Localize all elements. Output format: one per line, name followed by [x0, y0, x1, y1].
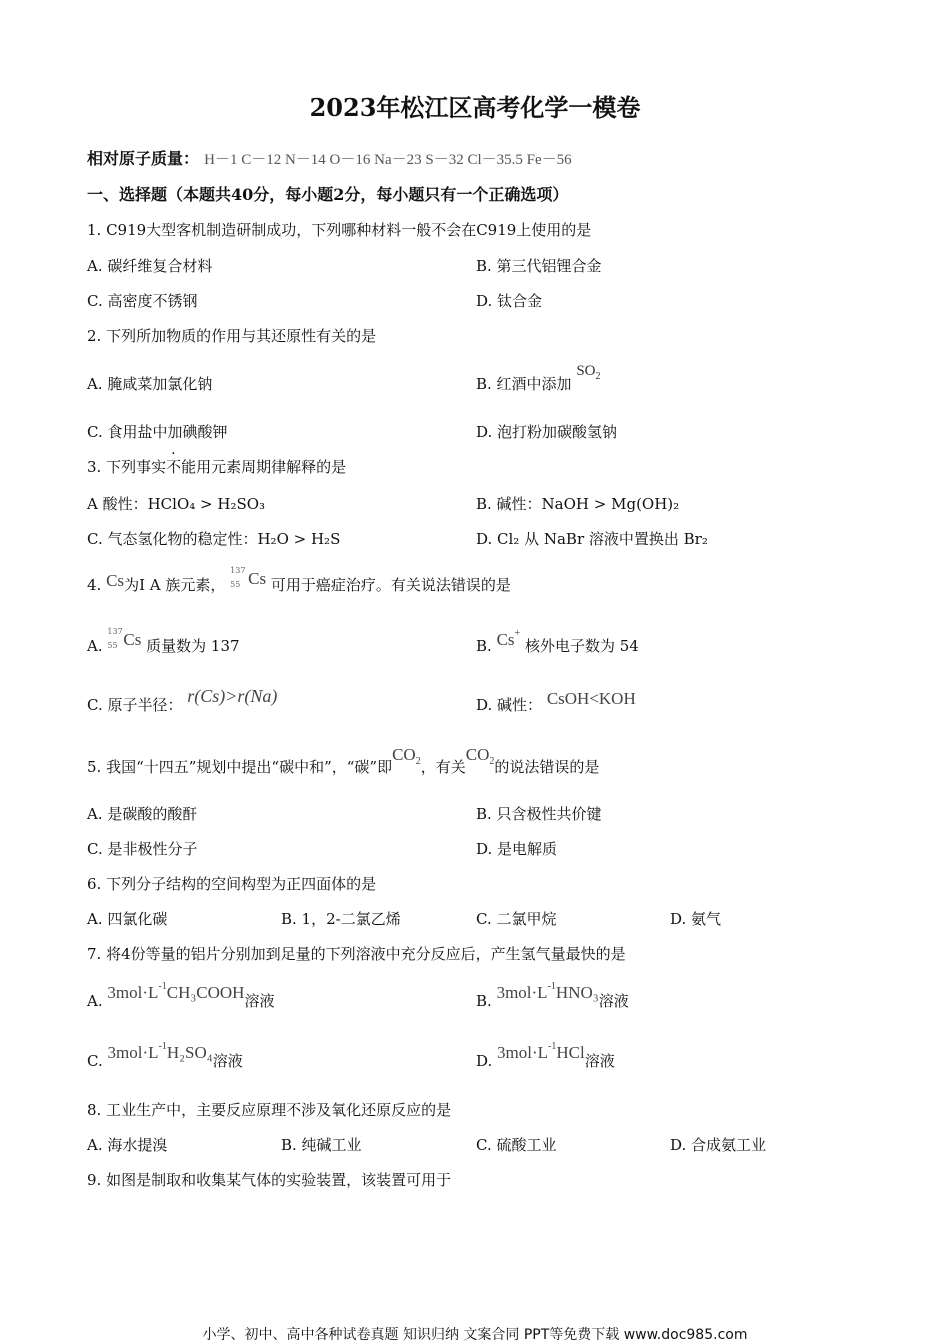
q5-option-b: B. 只含极性共价键: [476, 805, 602, 823]
section-heading: 一、选择题（本题共40分，每小题2分，每小题只有一个正确选项）: [87, 185, 569, 204]
q7-b-suffix: 溶液: [598, 992, 629, 1010]
q4-a-text: 质量数为 137: [146, 637, 240, 655]
so-subscript: 2: [595, 371, 601, 382]
q7-option-c: [87, 1041, 243, 1071]
atomic-number: 55: [107, 641, 118, 650]
atomic-number: 55: [230, 580, 241, 589]
q7-c-suffix: 溶液: [212, 1052, 243, 1070]
q5-stem-mid: ，有关: [420, 758, 466, 776]
q3-stem-post: 用元素周期律解释的是: [196, 458, 347, 476]
q7-d-formula: [497, 1043, 585, 1062]
exponent: -1: [548, 1041, 557, 1052]
q4-b-label: B.: [476, 637, 492, 655]
solute: HNO₃: [555, 983, 599, 1002]
q7-b-formula: [497, 983, 599, 1002]
question-2-stem: 2. 下列所加物质的作用与其还原性有关的是: [87, 327, 377, 345]
q6-option-d: D. 氨气: [670, 910, 722, 928]
q4-d-formula: CsOH<KOH: [546, 689, 636, 708]
q7-d-suffix: 溶液: [584, 1052, 615, 1070]
co-formula: CO: [465, 745, 490, 764]
q1-option-b: B. 第三代铝锂合金: [476, 257, 602, 275]
concentration: 3mol·L: [107, 1043, 159, 1062]
q8-option-a: A. 海水提溴: [87, 1136, 168, 1154]
q5-option-a: A. 是碳酸的酸酐: [87, 805, 198, 823]
solute: HCl: [556, 1043, 585, 1062]
q7-b-label: B.: [476, 992, 492, 1010]
q2-option-c: C. 食用盐中加碘酸钾: [87, 423, 228, 441]
q2-option-b-formula: [576, 363, 601, 382]
q4-option-c: [87, 686, 278, 715]
question-5-stem: [87, 745, 600, 777]
q8-option-b: B. 纯碱工业: [281, 1136, 362, 1154]
question-7-stem: 7. 将4份等量的铝片分别加到足量的下列溶液中充分反应后，产生氢气量最快的是: [87, 945, 626, 963]
page-footer: 小学、初中、高中各种试卷真题 知识归纳 文案合同 PPT等免费下载 www.doc985.com: [202, 1327, 748, 1343]
q4-c-formula: r(Cs)>r(Na): [187, 686, 278, 706]
q7-a-formula: [107, 983, 244, 1002]
atomic-masses-values: H－1 C－12 N－14 O－16 Na－23 S－32 Cl－35.5 Fe－56: [204, 152, 572, 168]
exponent: -1: [158, 1041, 167, 1052]
q3-option-a: A 酸性：HClO₄ > H₂SO₃: [87, 495, 266, 513]
q5-option-c: C. 是非极性分子: [87, 840, 198, 858]
ion-charge: +: [514, 628, 521, 639]
q8-option-d: D. 合成氨工业: [670, 1136, 767, 1154]
atomic-masses-label: 相对原子质量：: [87, 149, 200, 168]
q7-a-label: A.: [87, 992, 103, 1010]
solute: H₂SO₄: [166, 1043, 213, 1062]
q1-option-c: C. 高密度不锈钢: [87, 292, 198, 310]
q6-option-c: C. 二氯甲烷: [476, 910, 557, 928]
q7-option-b: [476, 981, 629, 1011]
q1-option-a: A. 碳纤维复合材料: [87, 257, 213, 275]
q7-c-formula: [108, 1043, 213, 1062]
concentration: 3mol·L: [107, 983, 159, 1002]
q3-option-c: C. 气态氢化物的稳定性：H₂O > H₂S: [87, 530, 341, 548]
q6-option-b: B. 1，2-二氯乙烯: [281, 910, 401, 928]
q4-a-label: A.: [87, 637, 103, 655]
so-formula: SO: [576, 363, 596, 379]
q1-option-d: D. 钛合金: [476, 292, 543, 310]
q3-stem-pre: 3. 下列事实: [87, 458, 167, 476]
q6-option-a: A. 四氯化碳: [87, 910, 168, 928]
question-3-stem: [87, 456, 346, 477]
q5-option-d: D. 是电解质: [476, 840, 558, 858]
co-subscript: 2: [489, 756, 495, 767]
q5-co2-a: [392, 745, 421, 767]
q4-b-ion: [497, 630, 521, 649]
solute: CH₃COOH: [166, 983, 245, 1002]
atomic-masses: [87, 146, 572, 169]
co-formula: CO: [392, 745, 416, 764]
q5-stem-pre: 5. 我国“十四五”规划中提出“碳中和”，“碳”即: [87, 758, 393, 776]
exponent: -1: [547, 981, 556, 992]
q4-c-text: C. 原子半径：: [87, 696, 183, 714]
q2-option-a: A. 腌咸菜加氯化钠: [87, 375, 213, 393]
q4-option-d: [476, 689, 636, 715]
question-9-stem: 9. 如图是制取和收集某气体的实验装置，该装置可用于: [87, 1171, 452, 1189]
q4-stem-mid: 为I A 族元素，: [124, 576, 226, 594]
question-1-stem: 1. C919大型客机制造研制成功，下列哪种材料一般不会在C919上使用的是: [87, 221, 592, 239]
question-4-stem: [87, 566, 511, 595]
concentration: 3mol·L: [497, 1043, 549, 1062]
q2-option-d: D. 泡打粉加碳酸氢钠: [476, 423, 618, 441]
q7-c-label: C.: [87, 1052, 103, 1070]
page-title: 2023年松江区高考化学一模卷: [309, 93, 641, 122]
concentration: 3mol·L: [496, 983, 548, 1002]
q2-option-b: [476, 363, 601, 394]
q4-number: 4.: [87, 576, 102, 594]
q4-option-b: [476, 628, 639, 656]
q3-option-d: D. Cl₂ 从 NaBr 溶液中置换出 Br₂: [476, 530, 708, 548]
ion-symbol: Cs: [496, 630, 515, 649]
q2-option-b-text: B. 红酒中添加: [476, 375, 572, 393]
q3-option-b: B. 碱性：NaOH > Mg(OH)₂: [476, 495, 680, 513]
q4-b-text: 核外电子数为 54: [524, 637, 639, 655]
co-subscript: 2: [415, 756, 421, 767]
q7-a-suffix: 溶液: [244, 992, 275, 1010]
question-8-stem: 8. 工业生产中，主要反应原理不涉及氧化还原反应的是: [87, 1101, 452, 1119]
question-6-stem: 6. 下列分子结构的空间构型为正四面体的是: [87, 875, 377, 893]
q5-stem-post: 的说法错误的是: [494, 758, 600, 776]
q4-stem-post: 可用于癌症治疗。有关说法错误的是: [270, 576, 511, 594]
q4-option-a: [87, 627, 240, 656]
exponent: -1: [158, 981, 167, 992]
q3-stem-emphasis: 不能: [166, 458, 197, 476]
q5-co2-b: [465, 745, 495, 767]
mass-number: 137: [107, 627, 123, 636]
q7-d-label: D.: [476, 1052, 493, 1070]
mass-number: 137: [230, 566, 246, 575]
q7-option-a: [87, 981, 275, 1011]
q7-option-d: [476, 1041, 615, 1071]
q8-option-c: C. 硫酸工业: [476, 1136, 557, 1154]
q4-a-cs-symbol: Cs: [123, 630, 142, 649]
q4-cs-symbol: Cs: [106, 571, 125, 590]
q4-d-text: D. 碱性：: [476, 696, 543, 714]
q4-cs-nuclide-symbol: Cs: [248, 569, 267, 588]
